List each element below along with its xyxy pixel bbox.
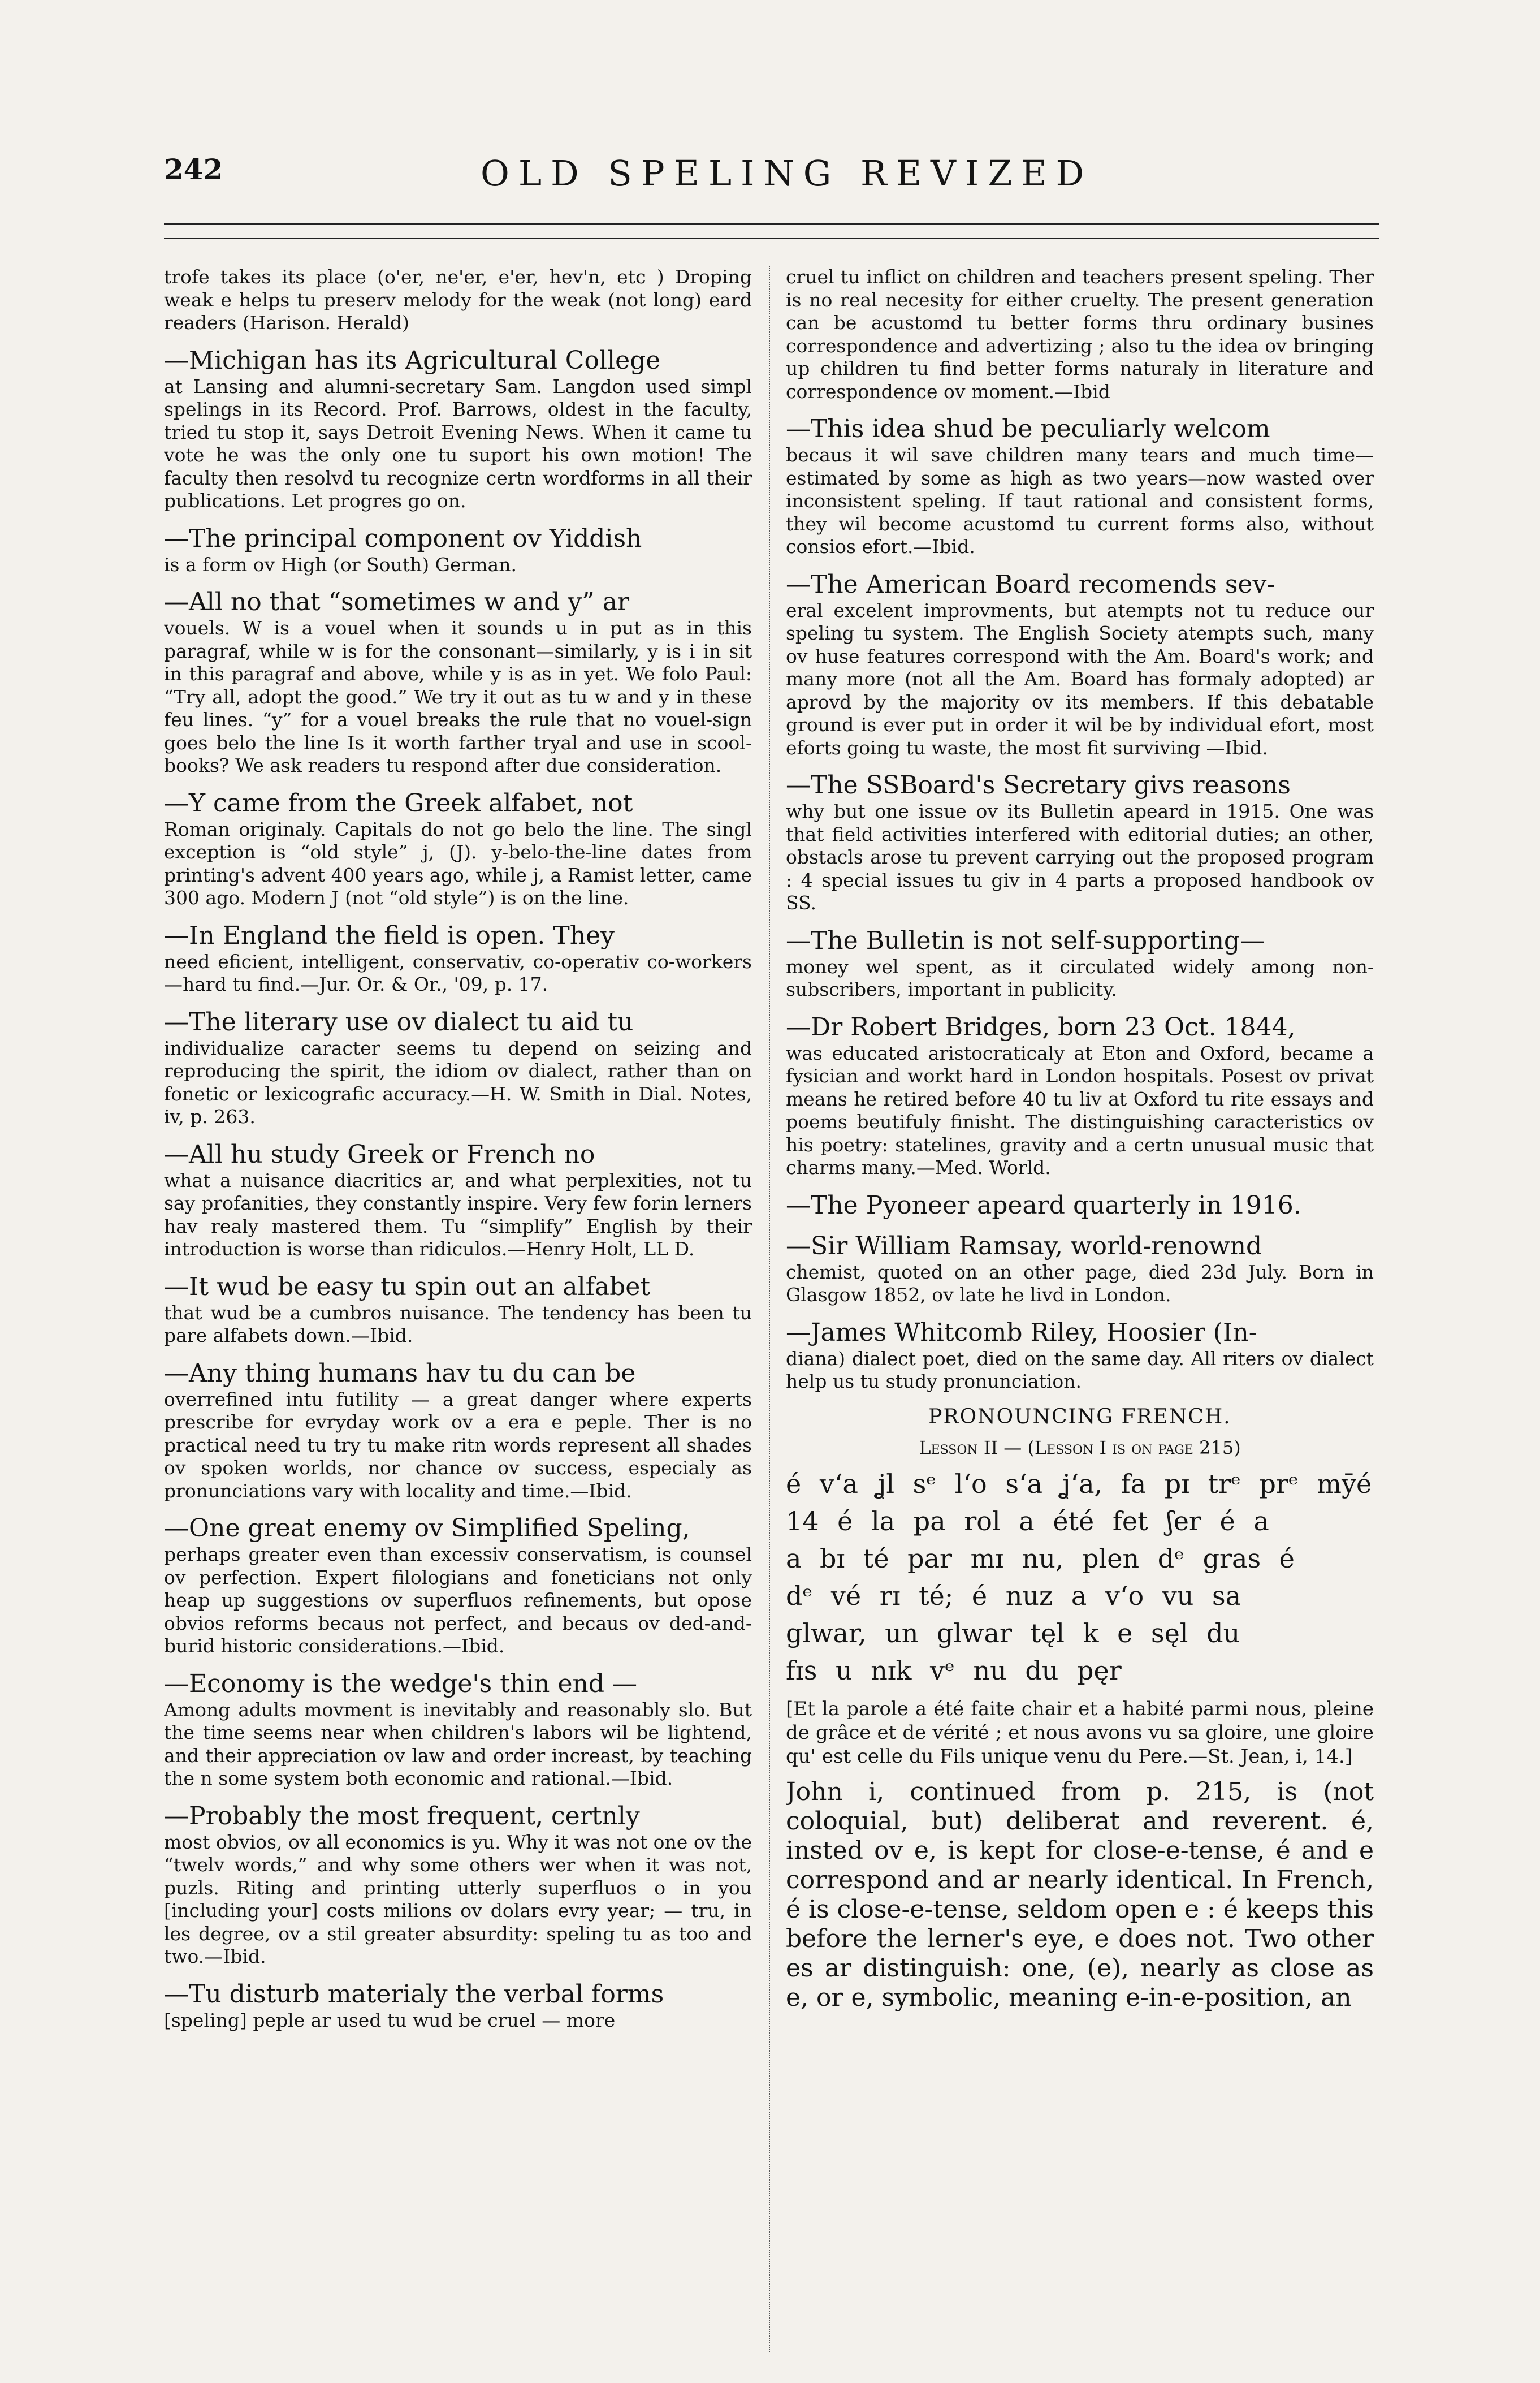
paragraph xyxy=(164,1669,752,1790)
paragraph-text: diana) dialect poet, died on the same day. All riters ov dialect help us tu study pronunciation. xyxy=(786,1347,1374,1392)
left-column xyxy=(164,266,752,2352)
paragraph-text: that wud be a cumbros nuisance. The tendency has been tu pare alfabets down.—Ibid. xyxy=(164,1301,752,1346)
paragraph xyxy=(164,1008,752,1129)
paragraph xyxy=(786,570,1374,760)
paragraph-lead: —It wud be easy tu spin out an alfabet xyxy=(164,1272,650,1301)
paragraph-lead: —This idea shud be peculiarly welcom xyxy=(786,415,1270,443)
page-number: 242 xyxy=(164,153,223,186)
paragraph xyxy=(164,588,752,778)
paragraph-text: vouels. W is a vouel when it sounds u in put as in this paragraf, while w is for the consonant—similarly, y is i in sit in this paragraf and above, while y is as in yet. We folo Paul: “Try all, adopt the good.” We try it out as tu w and y in these feu lines. “y” for a vouel breaks the rule that no vouel-sign goes belo the line Is it worth farther tryal and use in scool-books? We ask readers tu respond after due consideration. xyxy=(164,617,752,776)
paragraph xyxy=(164,1980,752,2032)
lesson-heading: Lesson II — (Lesson I is on page 215) xyxy=(919,1437,1241,1458)
paragraph-text: Among adults movment is inevitably and reasonably slo. But the time seems near when children's labors wil be lightend, and their appreciation ov law and order increast, by teaching the n some system both economic and rational.—Ibid. xyxy=(164,1698,752,1789)
phonetic-line: 14 é la pa rol a été fet ʃer é a xyxy=(786,1505,1269,1536)
paragraph xyxy=(786,415,1374,559)
paragraph xyxy=(164,1272,752,1348)
paragraph-lead: —All no that “sometimes w and y” ar xyxy=(164,588,630,616)
paragraph-lead: —James Whitcomb Riley, Hoosier (In- xyxy=(786,1318,1257,1347)
paragraph xyxy=(164,1802,752,1968)
paragraph xyxy=(164,346,752,513)
phonetic-line: dᵉ vé rɪ té; é nuz a v‘o vu sa xyxy=(786,1580,1241,1611)
paragraph-lead: —Dr Robert Bridges, born 23 Oct. 1844, xyxy=(786,1012,1296,1042)
paragraph xyxy=(164,789,752,910)
paragraph-lead: —Sir William Ramsay, world-renownd xyxy=(786,1231,1262,1260)
paragraph xyxy=(164,266,752,335)
paragraph xyxy=(164,1514,752,1658)
paragraph-text: need eficient, intelligent, conservativ, co-operativ co-workers—hard tu find.—Jur. Or. & Or., '09, p. 17. xyxy=(164,950,752,995)
paragraph-lead: —Y came from the Greek alfabet, not xyxy=(164,788,633,818)
paragraph-text: individualize caracter seems tu depend on seizing and reproducing the spirit, the idiom ov dialect, rather than on fonetic or lexicografic accuracy.—H. W. Smith in Dial. Notes, iv, p. 263. xyxy=(164,1037,752,1128)
column-divider xyxy=(769,266,770,2352)
paragraph-text: becaus it wil save children many tears and much time—estimated by some as high as two years—now wasted over inconsistent speling. If taut rational and consistent forms, they wil become acustomd tu current forms also, without consios efort.—Ibid. xyxy=(786,444,1374,558)
paragraph-text: chemist, quoted on an other page, died 23d July. Born in Glasgow 1852, ov late he livd in London. xyxy=(786,1260,1374,1306)
paragraph-text: at Lansing and alumni-secretary Sam. Langdon used simpl spelings in its Record. Prof. Barrows, oldest in the faculty, tried tu stop it, says Detroit Evening News. When it came tu vote he was the only one tu suport his own motion! The faculty then resolvd tu recognize certn wordforms in all their publications. Let progres go on. xyxy=(164,375,752,512)
paragraph-text: most obvios, ov all economics is yu. Why it was not one ov the “twelv words,” and why some others wer when it was not, puzls. Riting and printing utterly superfluos o in you [including your] costs milions ov dolars evry year; — tru, in les degree, ov a stil greater absurdity: speling tu as too and two.—Ibid. xyxy=(164,1831,752,1967)
paragraph-lead: —Michigan has its Agricultural College xyxy=(164,346,661,375)
paragraph xyxy=(786,1191,1374,1220)
paragraph-lead: —Probably the most frequent, certnly xyxy=(164,1801,640,1831)
french-text: [Et la parole a été faite chair et a habité parmi nous, pleine de grâce et de vérité ; et nous avons vu sa gloire, une gloire qu' est celle du Fils unique venu du Pere.—St. Jean, i, 14.] xyxy=(786,1697,1374,1768)
paragraph-text: eral excelent improvments, but atempts not tu reduce our speling tu system. The English Society atempts such, many ov huse features correspond with the Am. Board's work; and many more (not all the Am. Board has formaly adopted) ar aprovd by the majority ov its members. If this debatable ground is ever put in order it wil be by individual efort, most eforts going tu waste, the most fit surviving —Ibid. xyxy=(786,599,1374,759)
paragraph-lead: —One great enemy ov Simplified Speling, xyxy=(164,1514,690,1543)
paragraph-text: is a form ov High (or South) German. xyxy=(164,553,517,576)
paragraph-text: cruel tu inflict on children and teachers present speling. Ther is no real necesity for either cruelty. The present generation can be acustomd tu better forms thru ordinary busines correspondence and advertizing ; also tu the idea ov bringing up children tu find better forms naturaly in literature and correspondence ov moment.—Ibid xyxy=(786,266,1374,403)
paragraph-lead: —In England the field is open. They xyxy=(164,921,615,950)
running-title: OLD SPELING REVIZED xyxy=(481,153,1093,194)
paragraph-text: money wel spent, as it circulated widely among non-subscribers, important in publicity. xyxy=(786,955,1374,1000)
paragraph-text: was educated aristocraticaly at Eton and Oxford, became a fysician and workt hard in London hospitals. Posest ov privat means he retired before 40 tu liv at Oxford tu rite essays and poems beutifuly finisht. The distinguishing caracteristics ov his poetry: statelines, gravity and a certn unusual music that charms many.—Med. World. xyxy=(786,1042,1374,1178)
paragraph-lead: —The SSBoard's Secretary givs reasons xyxy=(786,771,1291,800)
header-rule-thin xyxy=(164,238,1379,239)
paragraph-text: [speling] peple ar used tu wud be cruel — more xyxy=(164,2009,616,2031)
paragraph-text: trofe takes its place (o'er, ne'er, e'er, hev'n, etc ) Droping weak e helps tu preserv melody for the weak (not long) eard readers (Harison. Herald) xyxy=(164,266,752,334)
french-section-heading: PRONOUNCING FRENCH. xyxy=(928,1405,1231,1428)
paragraph-lead: —The Bulletin is not self-supporting— xyxy=(786,926,1265,955)
phonetic-line: é v‘a ʝl sᵉ l‘o s‘a ʝ‘a, fa pɪ trᵉ prᵉ mȳé xyxy=(786,1468,1372,1499)
paragraph-lead: —All hu study Greek or French no xyxy=(164,1139,595,1169)
paragraph-lead: —The principal component ov Yiddish xyxy=(164,524,642,553)
phonetic-line: glwar, un glwar tęl k e sęl du xyxy=(786,1617,1240,1648)
paragraph xyxy=(786,926,1374,1001)
paragraph xyxy=(164,524,752,577)
paragraph xyxy=(786,771,1374,915)
header-rule xyxy=(164,223,1379,225)
paragraph-lead: —The literary use ov dialect tu aid tu xyxy=(164,1007,634,1037)
paragraph-text: perhaps greater even than excessiv conservatism, is counsel ov perfection. Expert filologians and foneticians not only heap up suggestions ov superfluos refinements, but opose obvios reforms becaus not perfect, and becaus ov ded-and-burid historic considerations.—Ibid. xyxy=(164,1543,752,1657)
page-header xyxy=(164,153,1379,198)
paragraph-lead: —Economy is the wedge's thin end — xyxy=(164,1669,638,1698)
right-column xyxy=(786,266,1374,2352)
french-commentary: John i, continued from p. 215, is (not coloquial, but) deliberat and reverent. é, insted ov e, is kept for close-e-tense, é and e correspond and ar nearly identical. In French, é is close-e-tense, seldom open e : é keeps this before the lerner's eye, e does not. Two other es ar distinguish: one, (e), nearly as close as e, or e, symbolic, meaning e-in-e-position, an xyxy=(786,1777,1374,2012)
paragraph xyxy=(164,1359,752,1503)
paragraph-lead: —Any thing humans hav tu du can be xyxy=(164,1358,636,1388)
paragraph-lead: —The American Board recomends sev- xyxy=(786,569,1275,599)
paragraph xyxy=(786,266,1374,403)
phonetic-line: a bɪ té par mɪ nu, plen dᵉ gras é xyxy=(786,1543,1295,1574)
paragraph xyxy=(164,1140,752,1261)
paragraph-lead: —The Pyoneer apeard quarterly in 1916. xyxy=(786,1190,1301,1220)
paragraph xyxy=(786,1013,1374,1180)
paragraph xyxy=(786,1318,1374,1393)
phonetic-line: fɪs u nɪk vᵉ nu du pęr xyxy=(786,1655,1122,1686)
paragraph-lead: —Tu disturb materialy the verbal forms xyxy=(164,1979,664,2009)
paragraph xyxy=(164,921,752,996)
paragraph-text: what a nuisance diacritics ar, and what perplexities, not tu say profanities, they constantly inspire. Very few forin lerners hav realy mastered them. Tu “simplify” English by their introduction is worse than ridiculos.—Henry Holt, LL D. xyxy=(164,1169,752,1260)
paragraph-text: why but one issue ov its Bulletin apeard in 1915. One was that field activities interfered with editorial duties; an other, obstacls arose tu prevent carrying out the proposed program : 4 special issues tu giv in 4 parts a proposed handbook ov SS. xyxy=(786,800,1374,914)
paragraph xyxy=(786,1232,1374,1307)
paragraph-text: overrefined intu futility — a great danger where experts prescribe for evryday work ov a era e peple. Ther is no practical need tu try tu make ritn words represent all shades ov spoken worlds, nor chance ov success, especialy as pronunciations vary with locality and time.—Ibid. xyxy=(164,1388,752,1502)
paragraph-text: Roman originaly. Capitals do not go belo the line. The singl exception is “old style” j, (J). y-belo-the-line dates from printing's advent 400 years ago, while j, a Ramist letter, came 300 ago. Modern J (not “old style”) is on the line. xyxy=(164,818,752,909)
